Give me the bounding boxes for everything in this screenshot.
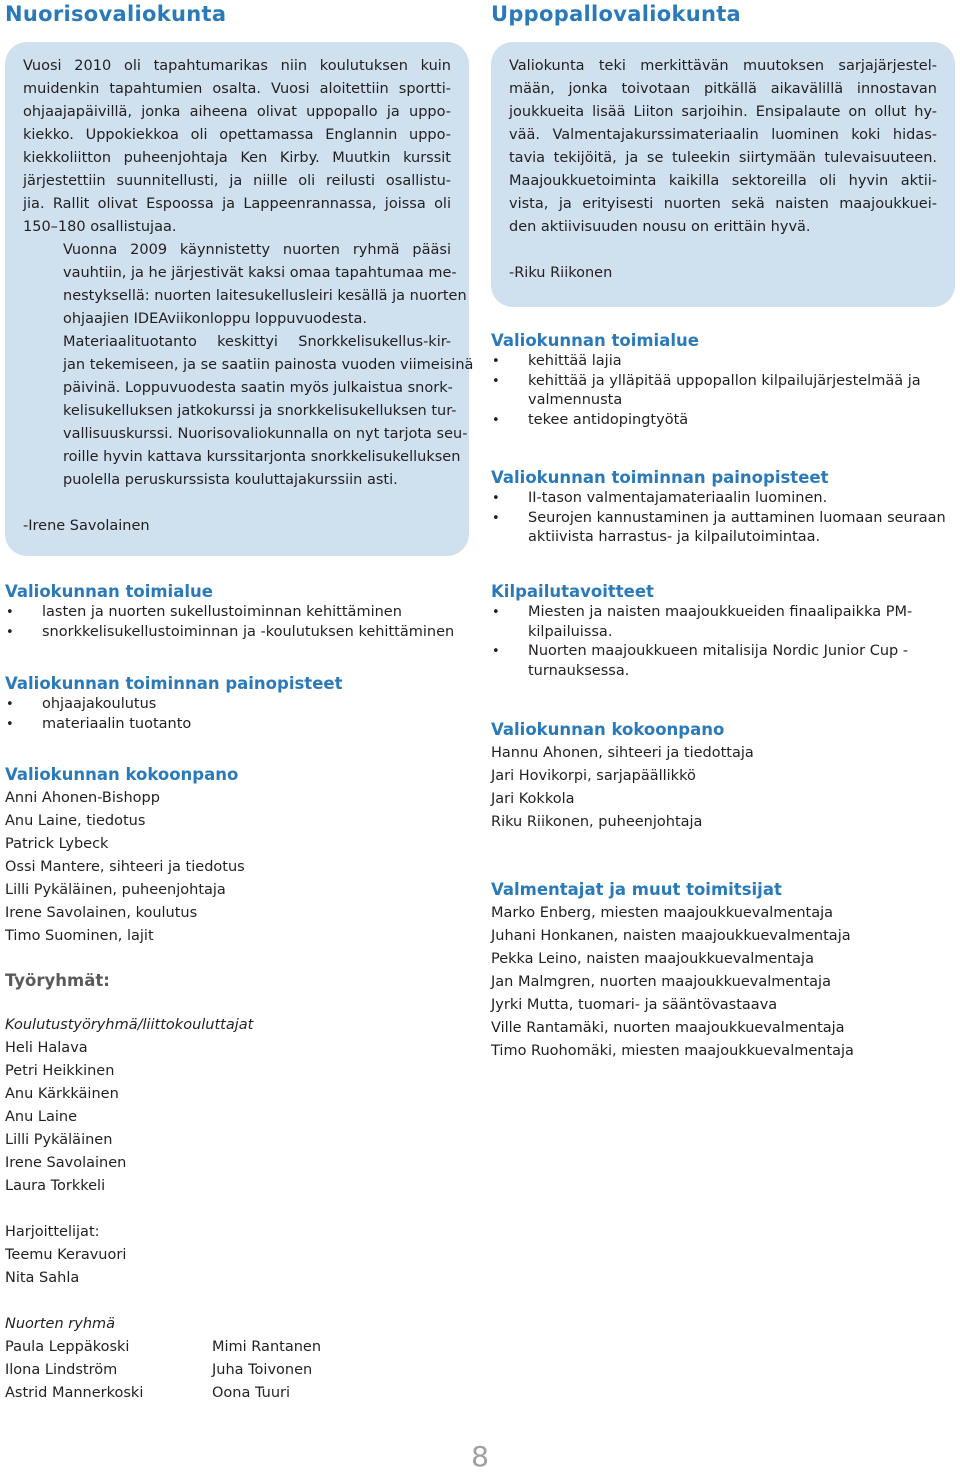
list-item — [491, 642, 951, 681]
member-name: Anni Ahonen-Bishopp — [5, 790, 160, 806]
list-item — [491, 372, 951, 411]
right-kilpailu-list — [491, 603, 951, 681]
left-kokoonpano-title: Valiokunnan kokoonpano — [5, 765, 239, 784]
text-line: ohjaajien IDEAviikonloppu loppuvuodesta. — [63, 311, 367, 327]
member-name: Paula Leppäkoski — [5, 1339, 130, 1355]
right-kilpailu-title: Kilpailutavoitteet — [491, 582, 654, 601]
list-item — [491, 411, 951, 431]
left-story-paragraph-3 — [23, 331, 474, 492]
bullet-icon: • — [492, 412, 500, 428]
text-line: kelisukelluksen jatkokurssi ja snorkkelisukelluksen tur- — [63, 403, 457, 419]
text-line: joukkueita lisää Liiton sarjoihin. Ensipalaute on ollut hy- — [509, 104, 937, 120]
member-name: Riku Riikonen, puheenjohtaja — [491, 814, 703, 830]
text-line: Vuonna 2009 käynnistetty nuorten ryhmä pääsi — [63, 242, 451, 258]
left-toimialue-section — [5, 581, 465, 642]
text-line: 150–180 osallistujaa. — [23, 219, 177, 235]
bullet-icon: • — [492, 605, 500, 620]
left-kokoonpano-members — [5, 787, 465, 948]
text-line: mään, jonka toivotaan pitkällä aikavälillä innostavan — [509, 81, 937, 97]
right-kokoonpano-title: Valiokunnan kokoonpano — [491, 720, 725, 739]
right-kilpailu-section — [491, 581, 951, 681]
text-line: vallisuuskurssi. Nuorisovaliokunnalla on nyt tarjota seu- — [63, 426, 468, 442]
list-item — [491, 603, 951, 642]
right-kokoonpano-section — [491, 719, 951, 834]
nuorten-ryhma-column-1 — [5, 1336, 212, 1405]
member-name: Teemu Keravuori — [5, 1247, 127, 1263]
member-name: Heli Halava — [5, 1040, 88, 1056]
text-line: nestyksellä: nuorten laitesukellusleiri kesällä ja nuorten — [63, 288, 467, 304]
bullet-icon: • — [6, 605, 14, 620]
koulutustyoryhma-title: Koulutustyöryhmä/liittokouluttajat — [5, 1017, 254, 1033]
member-name: Juhani Honkanen, naisten maajoukkuevalmentaja — [491, 928, 851, 944]
right-story-signature: -Riku Riikonen — [509, 265, 613, 281]
member-name: Jyrki Mutta, tuomari- ja sääntövastaava — [491, 997, 778, 1013]
left-painopisteet-list — [5, 695, 465, 734]
nuorten-ryhma-column-2 — [212, 1336, 321, 1405]
right-toimialue-list — [491, 352, 951, 430]
text-line: jia. Rallit olivat Espoossa ja Lappeenrannassa, joissa oli — [23, 196, 451, 212]
bullet-icon: • — [6, 624, 14, 640]
member-name: Pekka Leino, naisten maajoukkuevalmentaja — [491, 951, 814, 967]
right-toimialue-title: Valiokunnan toimialue — [491, 331, 699, 350]
member-name: Ville Rantamäki, nuorten maajoukkuevalmentaja — [491, 1020, 845, 1036]
member-name: Lilli Pykäläinen, puheenjohtaja — [5, 882, 226, 898]
list-item-text: lasten ja nuorten sukellustoiminnan kehittäminen — [42, 604, 402, 620]
member-name: Mimi Rantanen — [212, 1339, 322, 1355]
member-name: Lilli Pykäläinen — [5, 1132, 113, 1148]
nuorten-ryhma-title: Nuorten ryhmä — [5, 1316, 116, 1332]
right-story-box — [491, 42, 955, 307]
page-number: 8 — [471, 1440, 489, 1473]
list-item-text: Nuorten maajoukkueen mitalisija Nordic Junior Cup -turnauksessa. — [528, 643, 909, 679]
koulutustyoryhma-members — [5, 1037, 465, 1198]
member-name: Oona Tuuri — [212, 1385, 290, 1401]
text-line: puolella peruskurssista kouluttajakurssiin asti. — [63, 472, 398, 488]
left-story-paragraph-1 — [23, 55, 451, 239]
text-line: Maajoukkuetoiminta kaikilla sektoreilla oli hyvin aktii- — [509, 173, 937, 189]
text-line: päivinä. Loppuvuodesta saatin myös julkaistua snork- — [63, 380, 453, 396]
bullet-icon: • — [492, 354, 500, 369]
member-name: Irene Savolainen, koulutus — [5, 905, 198, 921]
list-item — [491, 509, 951, 548]
member-name: Ilona Lindström — [5, 1362, 118, 1378]
left-story-text — [23, 55, 474, 492]
list-item-text: kehittää lajia — [528, 353, 622, 369]
left-story-paragraph-2 — [23, 239, 467, 331]
right-story-paragraph-1 — [509, 55, 937, 239]
bullet-icon: • — [492, 491, 500, 506]
list-item-text: tekee antidopingtyötä — [528, 411, 689, 428]
list-item-text: ohjaajakoulutus — [42, 696, 157, 712]
member-name: Patrick Lybeck — [5, 836, 109, 852]
list-item-text: materiaalin tuotanto — [42, 715, 192, 732]
list-item-text: II-tason valmentajamateriaalin luominen. — [528, 490, 828, 506]
list-item — [5, 695, 465, 715]
member-name: Anu Laine — [5, 1109, 78, 1125]
text-line: den aktiivisuuden nousu on erittäin hyvä. — [509, 219, 811, 235]
right-valmentajat-members — [491, 902, 951, 1063]
bullet-icon: • — [492, 510, 500, 526]
text-line: Vuosi 2010 oli tapahtumarikas niin koulutuksen kuin — [23, 58, 451, 74]
member-name: Petri Heikkinen — [5, 1063, 115, 1079]
right-painopisteet-section — [491, 467, 951, 548]
bullet-icon: • — [6, 716, 14, 732]
list-item-text: snorkkelisukellustoiminnan ja -koulutuksen kehittäminen — [42, 623, 455, 640]
list-item-text: kehittää ja ylläpitää uppopallon kilpailujärjestelmää ja valmennusta — [528, 372, 921, 408]
member-name: Jan Malmgren, nuorten maajoukkuevalmentaja — [491, 974, 831, 990]
member-name: Laura Torkkeli — [5, 1178, 106, 1194]
member-name: Hannu Ahonen, sihteeri ja tiedottaja — [491, 745, 754, 761]
member-name: Anu Laine, tiedotus — [5, 813, 146, 829]
text-line: järjestettiin suunnitellusti, ja niille oli reilusti osallistu- — [23, 173, 451, 189]
left-painopisteet-title: Valiokunnan toiminnan painopisteet — [5, 674, 343, 693]
text-line: ohjaajapäivillä, jonka aiheena olivat uppopallo ja uppo- — [23, 104, 451, 120]
text-line: jan tekemiseen, ja se saatiin painosta vuoden viimeisinä — [63, 357, 474, 373]
left-column-heading: Nuorisovaliokunta — [5, 2, 227, 26]
text-line: roille hyvin kattava kurssitarjonta snorkkelisukelluksen — [63, 449, 461, 465]
text-line: vauhtiin, ja he järjestivät kaksi omaa tapahtumaa me- — [63, 265, 457, 281]
list-item-text: Miesten ja naisten maajoukkueiden finaalipaikka PM-kilpailuissa. — [528, 604, 913, 640]
member-name: Anu Kärkkäinen — [5, 1086, 119, 1102]
text-line: kiekkoliitton puheenjohtaja Ken Kirby. Muutkin kurssit — [23, 150, 451, 166]
text-line: Valiokunta teki merkittävän muutoksen sarjajärjestel- — [509, 58, 937, 74]
list-item — [5, 603, 465, 623]
member-name: Timo Suominen, lajit — [5, 928, 154, 944]
harjoittelijat-members — [5, 1244, 465, 1290]
text-line: muidenkin tapahtumien osalta. Vuosi aloitettiin sportti- — [23, 81, 451, 97]
right-toimialue-section — [491, 330, 951, 430]
right-kokoonpano-members — [491, 742, 951, 834]
right-painopisteet-title: Valiokunnan toiminnan painopisteet — [491, 468, 829, 487]
member-name: Juha Toivonen — [212, 1362, 313, 1378]
left-painopisteet-section — [5, 673, 465, 734]
list-item — [5, 623, 465, 643]
list-item — [491, 352, 951, 372]
right-valmentajat-title: Valmentajat ja muut toimitsijat — [491, 880, 782, 899]
member-name: Marko Enberg, miesten maajoukkuevalmentaja — [491, 905, 834, 921]
nuorten-ryhma-members — [5, 1336, 465, 1405]
left-toimialue-list — [5, 603, 465, 642]
right-valmentajat-section — [491, 879, 951, 1063]
right-painopisteet-list — [491, 489, 951, 548]
list-item — [5, 715, 465, 735]
member-name: Irene Savolainen — [5, 1155, 127, 1171]
text-line: tavia tekijöitä, ja se tuleekin siirtymään tulevaisuuteen. — [509, 150, 937, 166]
member-name: Ossi Mantere, sihteeri ja tiedotus — [5, 859, 245, 875]
bullet-icon: • — [492, 644, 500, 659]
text-line: kiekko. Uppokiekkoa oli opettamassa Englannin uppo- — [23, 127, 451, 143]
member-name: Nita Sahla — [5, 1270, 80, 1286]
member-name: Jari Hovikorpi, sarjapäällikkö — [491, 768, 696, 784]
text-line: vää. Valmentajakurssimateriaalin luominen koki hidas- — [509, 127, 937, 143]
left-kokoonpano-section — [5, 764, 465, 948]
left-tyoryhmat-title: Työryhmät: — [5, 971, 110, 990]
bullet-icon: • — [6, 697, 14, 712]
member-name: Jari Kokkola — [491, 791, 575, 807]
bullet-icon: • — [492, 373, 500, 389]
harjoittelijat-title: Harjoittelijat: — [5, 1224, 100, 1240]
text-line: vista, ja erityisesti nuorten sekä naisten maajoukkuei- — [509, 196, 937, 212]
member-name: Timo Ruohomäki, miesten maajoukkuevalmentaja — [491, 1043, 854, 1059]
left-story-box — [5, 42, 474, 556]
right-column-heading: Uppopallovaliokunta — [491, 2, 742, 26]
left-tyoryhmat-section — [5, 970, 465, 1405]
left-story-signature: -Irene Savolainen — [23, 518, 150, 534]
left-toimialue-title: Valiokunnan toimialue — [5, 582, 213, 601]
list-item-text: Seurojen kannustaminen ja auttaminen luomaan seuraan aktiivista harrastus- ja kilpailutoimintaa. — [528, 509, 946, 545]
member-name: Astrid Mannerkoski — [5, 1385, 144, 1401]
list-item — [491, 489, 951, 509]
text-line: Materiaalituotanto keskittyi Snorkkelisukellus-kir- — [63, 334, 451, 350]
